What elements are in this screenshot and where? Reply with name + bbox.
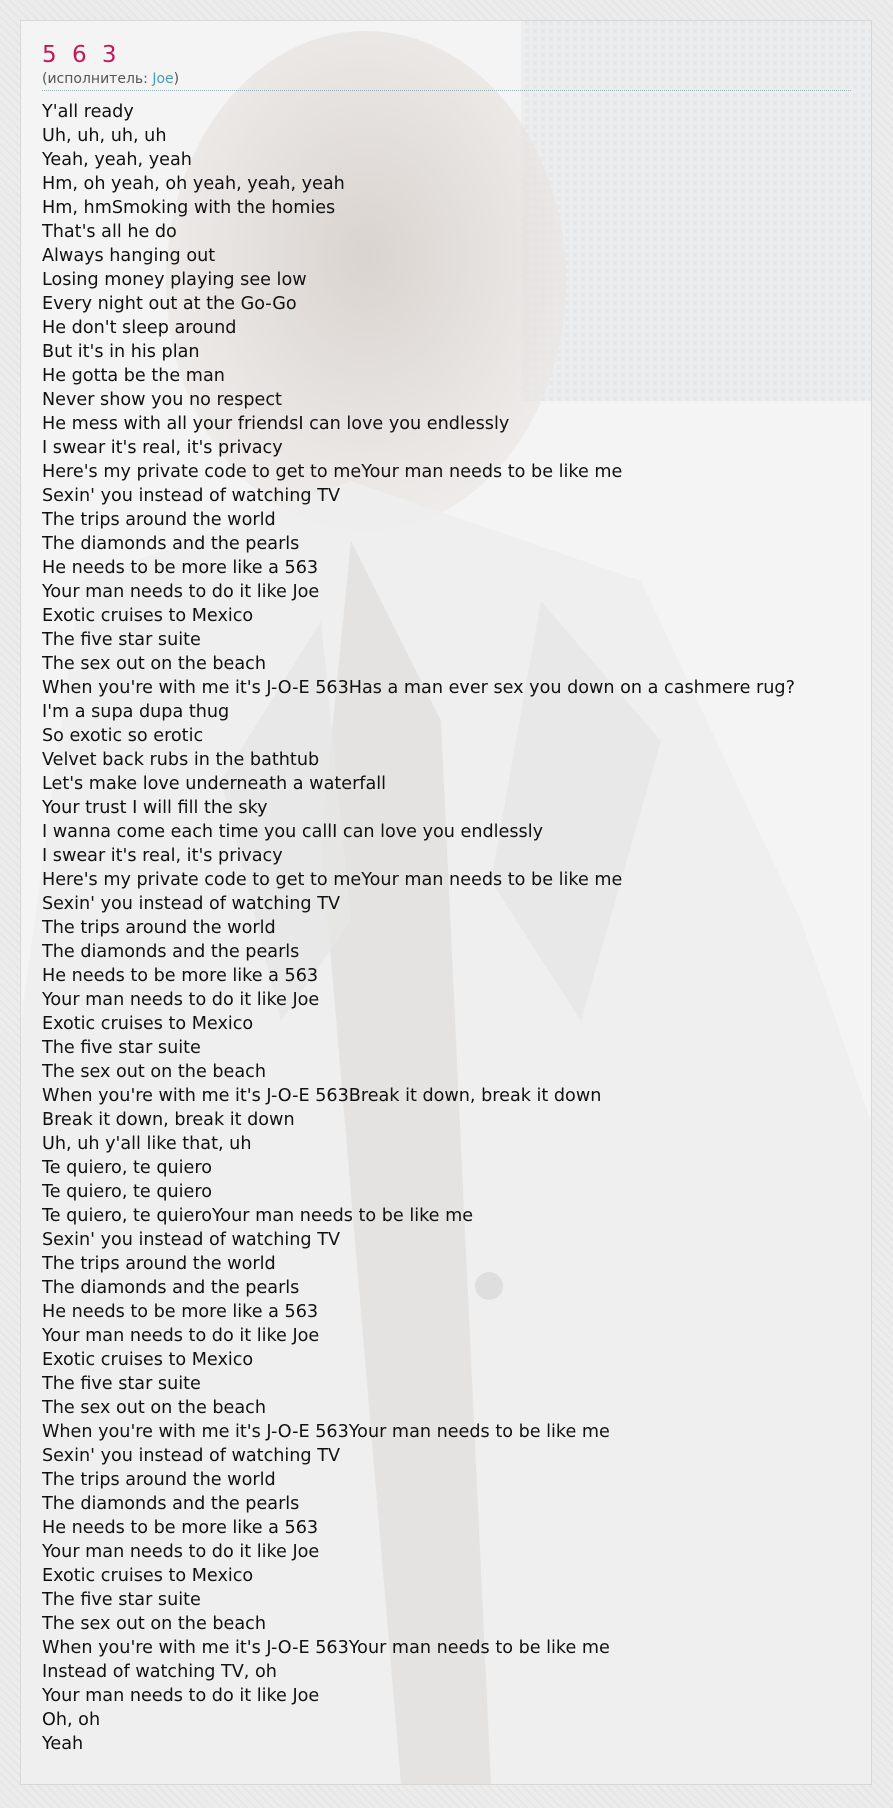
performer-prefix: (исполнитель:: [42, 71, 153, 87]
lyric-line: So exotic so erotic: [42, 726, 204, 746]
lyric-line: Sexin' you instead of watching TV: [42, 486, 340, 506]
lyric-line: Velvet back rubs in the bathtub: [42, 750, 320, 770]
lyric-line: He gotta be the man: [42, 366, 225, 386]
lyric-line: He needs to be more like a 563: [42, 1518, 319, 1538]
lyric-line: Always hanging out: [42, 246, 216, 266]
lyric-line: I wanna come each time you callI can love you endlessly: [42, 822, 544, 842]
lyric-line: Your man needs to do it like Joe: [42, 582, 320, 602]
lyric-line: The sex out on the beach: [42, 1062, 266, 1082]
lyric-line: Te quiero, te quieroYour man needs to be like me: [42, 1206, 474, 1226]
lyric-line: I'm a supa dupa thug: [42, 702, 230, 722]
lyric-line: Let's make love underneath a waterfall: [42, 774, 387, 794]
lyric-line: Exotic cruises to Mexico: [42, 1566, 254, 1586]
song-title: 5 6 3: [42, 42, 121, 68]
lyric-line: Sexin' you instead of watching TV: [42, 894, 340, 914]
lyric-line: The trips around the world: [42, 1470, 276, 1490]
lyric-line: Te quiero, te quiero: [42, 1182, 212, 1202]
lyric-line: The sex out on the beach: [42, 1398, 266, 1418]
lyric-line: The sex out on the beach: [42, 654, 266, 674]
lyric-line: Your man needs to do it like Joe: [42, 1542, 320, 1562]
lyric-line: But it's in his plan: [42, 342, 200, 362]
lyric-line: The diamonds and the pearls: [42, 1494, 300, 1514]
lyric-line: Sexin' you instead of watching TV: [42, 1446, 340, 1466]
lyric-line: Yeah: [42, 1734, 84, 1754]
lyric-line: Te quiero, te quiero: [42, 1158, 212, 1178]
lyric-line: Here's my private code to get to meYour man needs to be like me: [42, 870, 623, 890]
lyric-line: The sex out on the beach: [42, 1614, 266, 1634]
lyric-line: Uh, uh, uh, uh: [42, 126, 167, 146]
lyrics-text: [42, 100, 871, 1756]
lyric-line: Your trust I will fill the sky: [42, 798, 268, 818]
lyric-line: Losing money playing see low: [42, 270, 307, 290]
lyric-line: Y'all ready: [42, 102, 134, 122]
lyric-line: I swear it's real, it's privacy: [42, 438, 283, 458]
lyric-line: The five star suite: [42, 1590, 201, 1610]
lyric-line: When you're with me it's J-O-E 563Your man needs to be like me: [42, 1638, 610, 1658]
song-content: [42, 40, 871, 1756]
lyric-line: He needs to be more like a 563: [42, 558, 319, 578]
lyric-line: Uh, uh y'all like that, uh: [42, 1134, 252, 1154]
title-divider: [42, 90, 851, 91]
lyric-line: He needs to be more like a 563: [42, 1302, 319, 1322]
performer-link[interactable]: Joe: [152, 71, 174, 87]
lyric-line: Exotic cruises to Mexico: [42, 1014, 254, 1034]
lyric-line: Here's my private code to get to meYour man needs to be like me: [42, 462, 623, 482]
lyric-line: Your man needs to do it like Joe: [42, 990, 320, 1010]
lyrics-card: [20, 20, 872, 1785]
lyric-line: Hm, oh yeah, oh yeah, yeah, yeah: [42, 174, 345, 194]
lyric-line: The diamonds and the pearls: [42, 1278, 300, 1298]
lyric-line: Oh, oh: [42, 1710, 101, 1730]
lyric-line: Instead of watching TV, oh: [42, 1662, 277, 1682]
performer-suffix: ): [173, 71, 180, 87]
lyric-line: He don't sleep around: [42, 318, 237, 338]
lyric-line: The trips around the world: [42, 1254, 276, 1274]
lyric-line: When you're with me it's J-O-E 563Break it down, break it down: [42, 1086, 602, 1106]
lyric-line: When you're with me it's J-O-E 563Has a man ever sex you down on a cashmere rug?: [42, 678, 795, 698]
lyric-line: Never show you no respect: [42, 390, 282, 410]
lyric-line: Hm, hmSmoking with the homies: [42, 198, 336, 218]
performer-line: [42, 70, 871, 88]
lyric-line: The five star suite: [42, 1374, 201, 1394]
lyric-line: The five star suite: [42, 630, 201, 650]
lyric-line: Yeah, yeah, yeah: [42, 150, 192, 170]
lyric-line: Sexin' you instead of watching TV: [42, 1230, 340, 1250]
lyric-line: The five star suite: [42, 1038, 201, 1058]
lyric-line: Exotic cruises to Mexico: [42, 606, 254, 626]
lyric-line: He needs to be more like a 563: [42, 966, 319, 986]
lyric-line: Break it down, break it down: [42, 1110, 295, 1130]
lyric-line: Your man needs to do it like Joe: [42, 1326, 320, 1346]
lyric-line: I swear it's real, it's privacy: [42, 846, 283, 866]
lyric-line: The trips around the world: [42, 510, 276, 530]
lyric-line: That's all he do: [42, 222, 177, 242]
lyric-line: The diamonds and the pearls: [42, 942, 300, 962]
lyric-line: The diamonds and the pearls: [42, 534, 300, 554]
lyric-line: Every night out at the Go-Go: [42, 294, 297, 314]
lyric-line: Exotic cruises to Mexico: [42, 1350, 254, 1370]
lyric-line: The trips around the world: [42, 918, 276, 938]
lyric-line: When you're with me it's J-O-E 563Your man needs to be like me: [42, 1422, 610, 1442]
lyric-line: He mess with all your friendsI can love you endlessly: [42, 414, 510, 434]
lyric-line: Your man needs to do it like Joe: [42, 1686, 320, 1706]
